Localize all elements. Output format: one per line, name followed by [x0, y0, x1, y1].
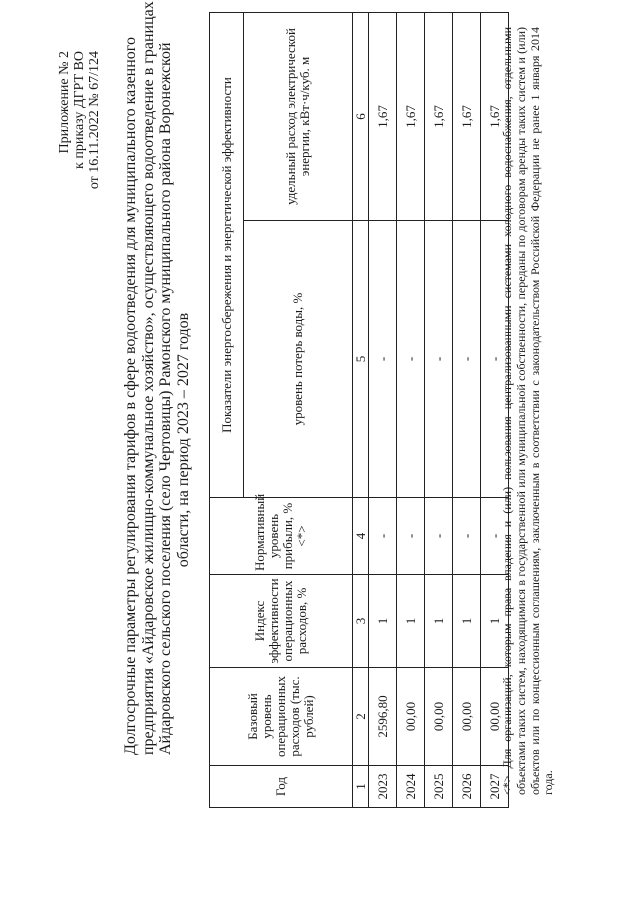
- header-base-level: Базовый уровень операционных расходов (тыс. рублей): [210, 668, 353, 766]
- cell-water-loss: -: [369, 221, 397, 498]
- cell-base-level: 00,00: [481, 668, 509, 766]
- cell-base-level: 2596,80: [369, 668, 397, 766]
- footnote: <*> Для организаций, которым права владения и (или) пользования централизованными системами холодного водоснабжения, отдельными объектами таких систем, находящимися в государственной или муниципальной собственности, переданы по договорам аренды таких систем и (или) объектов или по концессионным соглашениям, заключенным в соответствии с законодательством Российской Федерации не ранее 1 января 2014 года.: [500, 27, 556, 795]
- title-line: Айдаровского сельского поселения (село Чертовицы) Рамонского муниципального района Воронежской: [157, 42, 174, 755]
- header-water-loss: уровень потерь воды, %: [244, 221, 353, 498]
- column-number: 3: [353, 575, 369, 668]
- cell-year: 2025: [425, 766, 453, 808]
- column-number: 5: [353, 221, 369, 498]
- cell-electricity: 1,67: [453, 13, 481, 221]
- cell-water-loss: -: [425, 221, 453, 498]
- title-line: Долгосрочные параметры регулирования тарифов в сфере водоотведения для муниципального казенного: [122, 37, 139, 755]
- column-number: 6: [353, 13, 369, 221]
- table-row: [397, 13, 425, 808]
- cell-year: 2027: [481, 766, 509, 808]
- column-number: 4: [353, 498, 369, 575]
- table-row: [425, 13, 453, 808]
- header-energy-group: Показатели энергосбережения и энергетической эффективности: [210, 13, 244, 498]
- cell-year: 2023: [369, 766, 397, 808]
- header-electricity: удельный расход электрической энергии, кВт·ч/куб. м: [244, 13, 353, 221]
- cell-base-level: 00,00: [425, 668, 453, 766]
- cell-efficiency-index: 1: [369, 575, 397, 668]
- title-line: предприятия «Айдаровское жилищно-коммунальное хозяйство», осуществляющего водоотведение в границах: [139, 1, 157, 755]
- appendix-order-ref: к приказу ДГРТ ВО: [72, 51, 87, 169]
- title-line: области, на период 2023 – 2027 годов: [174, 312, 192, 568]
- cell-profit-level: -: [397, 498, 425, 575]
- column-number: 1: [353, 766, 369, 808]
- header-efficiency-index: Индекс эффективности операционных расходов, %: [210, 575, 353, 668]
- cell-water-loss: -: [481, 221, 509, 498]
- cell-profit-level: -: [369, 498, 397, 575]
- cell-electricity: 1,67: [481, 13, 509, 221]
- header-year: Год: [210, 766, 353, 808]
- cell-base-level: 00,00: [453, 668, 481, 766]
- cell-efficiency-index: 1: [425, 575, 453, 668]
- cell-profit-level: -: [425, 498, 453, 575]
- appendix-order-date: от 16.11.2022 № 67/124: [87, 51, 102, 190]
- column-number: 2: [353, 668, 369, 766]
- column-number-row: [353, 13, 369, 808]
- cell-water-loss: -: [453, 221, 481, 498]
- cell-efficiency-index: 1: [397, 575, 425, 668]
- cell-year: 2024: [397, 766, 425, 808]
- document-title: [122, 1, 192, 755]
- cell-profit-level: -: [481, 498, 509, 575]
- table-row: [453, 13, 481, 808]
- appendix-number: Приложение № 2: [57, 51, 72, 154]
- cell-base-level: 00,00: [397, 668, 425, 766]
- cell-efficiency-index: 1: [453, 575, 481, 668]
- table-row: [369, 13, 397, 808]
- tariff-parameters-table: [209, 12, 509, 808]
- cell-electricity: 1,67: [369, 13, 397, 221]
- cell-efficiency-index: 1: [481, 575, 509, 668]
- cell-profit-level: -: [453, 498, 481, 575]
- cell-electricity: 1,67: [425, 13, 453, 221]
- cell-year: 2026: [453, 766, 481, 808]
- cell-water-loss: -: [397, 221, 425, 498]
- cell-electricity: 1,67: [397, 13, 425, 221]
- appendix-header: [57, 51, 102, 351]
- header-profit-level: Нормативный уровень прибыли, % <*>: [210, 498, 353, 575]
